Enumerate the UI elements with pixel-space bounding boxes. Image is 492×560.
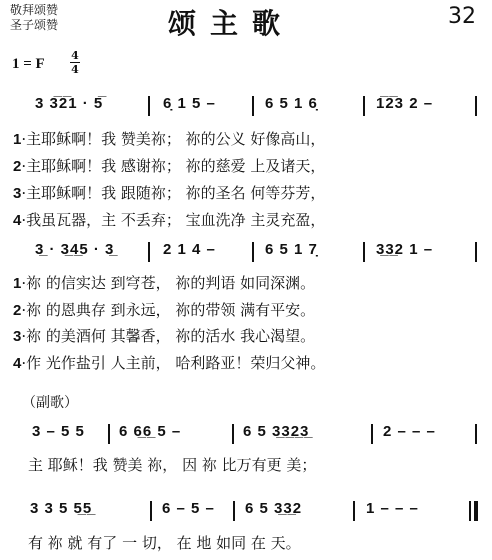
verse-line bbox=[13, 325, 315, 346]
refrain-lyric: 主 耶稣！我 赞美 祢， 因 祢 比万有更 美； bbox=[28, 456, 317, 474]
verse-line bbox=[13, 272, 315, 293]
verse-line bbox=[13, 182, 325, 203]
verse-number: 2 bbox=[13, 158, 22, 175]
verse-line bbox=[13, 352, 325, 373]
verse-number: 4 bbox=[13, 212, 22, 229]
verse-text: ·主耶稣啊！我 跟随祢； 祢的圣名 何等芬芳， bbox=[21, 184, 326, 202]
measure: 6 – 5 – bbox=[162, 500, 215, 517]
time-signature bbox=[70, 50, 80, 75]
measure: 3 3 5 5̲5̲ bbox=[30, 500, 93, 517]
verse-line bbox=[13, 299, 315, 320]
verse-text: ·作 光作盐引 人主前， 哈利路亚！荣归父神。 bbox=[21, 354, 326, 372]
verse-number: 1 bbox=[13, 275, 22, 292]
key-signature: 1 = F bbox=[12, 56, 45, 72]
verse-text: ·祢 的美酒何 其馨香， 祢的活水 我心渴望。 bbox=[21, 327, 316, 345]
refrain-label: （副歌） bbox=[22, 395, 78, 411]
verse-line bbox=[13, 209, 325, 230]
measure: 6̣ 1 5 – bbox=[163, 95, 216, 112]
measure: 6 5 1 6̣ bbox=[265, 95, 318, 112]
verse-number: 2 bbox=[13, 302, 22, 319]
verse-number: 3 bbox=[13, 328, 22, 345]
verse-text: ·主耶稣啊！我 感谢祢； 祢的慈爱 上及诸天， bbox=[21, 157, 326, 175]
time-signature-top: 4 bbox=[71, 49, 79, 62]
verse-line bbox=[13, 128, 325, 149]
measure: 6 6̲6̲ 5 – bbox=[119, 423, 182, 440]
category-bottom: 圣子颂赞 bbox=[10, 18, 59, 32]
verse-number: 1 bbox=[13, 131, 22, 148]
measure: 3 3̅2̅1 · 5̅ bbox=[35, 95, 104, 112]
refrain-lyric: 有 祢 就 有了 一 切， 在 地 如同 在 天。 bbox=[28, 534, 301, 552]
measure: 6 5 3̲3̲2̲3̲ bbox=[243, 423, 310, 440]
measure: 3 – 5 5 bbox=[32, 423, 85, 440]
measure: 1 – – – bbox=[366, 500, 419, 517]
measure: 6 5 1 7̣ bbox=[265, 241, 318, 258]
time-signature-bottom: 4 bbox=[71, 63, 79, 76]
measure: 1̅2̅3 2 – bbox=[376, 95, 434, 112]
hymn-title: 颂主歌 bbox=[168, 7, 295, 40]
verse-text: ·主耶稣啊！我 赞美祢； 祢的公义 好像高山， bbox=[21, 130, 326, 148]
measure: 3̲3̲2 1 – bbox=[376, 241, 434, 258]
measure: 3̲ · 3̲4̲5 · 3̲ bbox=[35, 241, 115, 258]
verse-number: 4 bbox=[13, 355, 22, 372]
measure: 2 – – – bbox=[383, 423, 436, 440]
verse-number: 3 bbox=[13, 185, 22, 202]
verse-text: ·我虽瓦器，主 不丢弃； 宝血洗净 主灵充盈， bbox=[21, 211, 326, 229]
verse-text: ·祢 的信实达 到穹苍， 祢的判语 如同深渊。 bbox=[21, 274, 316, 292]
category-top: 敬拜颂赞 bbox=[10, 3, 59, 17]
verse-line bbox=[13, 155, 325, 176]
hymn-number: 32 bbox=[448, 4, 476, 29]
verse-text: ·祢 的恩典存 到永远， 祢的带领 满有平安。 bbox=[21, 301, 316, 319]
measure: 6 5 3̲3̲2 bbox=[245, 500, 303, 517]
measure: 2 1 4 – bbox=[163, 241, 216, 258]
